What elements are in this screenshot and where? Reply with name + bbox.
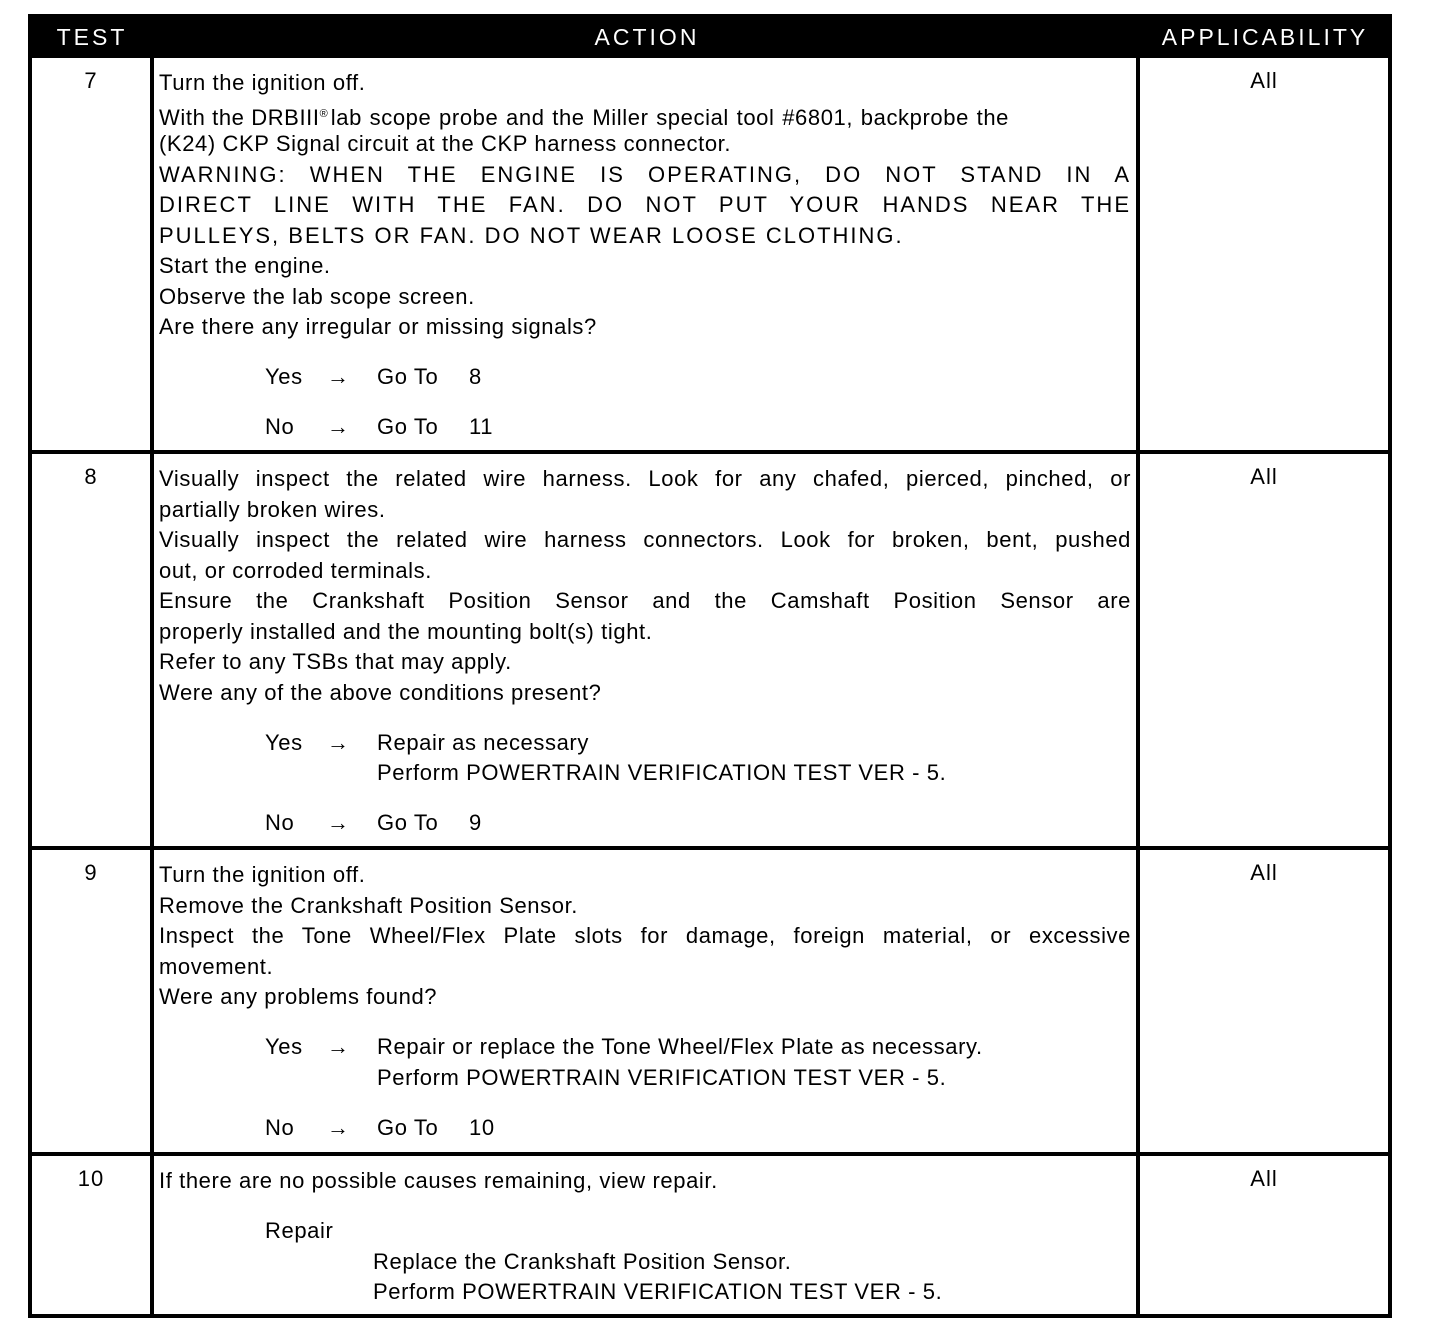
- action-line: Ensure the Crankshaft Position Sensor and the Camshaft Position Sensor are: [159, 588, 1131, 613]
- action-line: Refer to any TSBs that may apply.: [159, 649, 512, 674]
- option-yes: [159, 362, 1131, 393]
- action-line: Visually inspect the related wire harness connectors. Look for broken, bent, pushed: [159, 527, 1131, 552]
- option-result: Go To: [377, 414, 439, 439]
- column-divider: [150, 454, 154, 846]
- option-answer: Yes: [265, 364, 303, 389]
- action-line: properly installed and the mounting bolt(s) tight.: [159, 618, 653, 644]
- header-applicability: APPLICABILITY: [1161, 24, 1369, 50]
- option-no: [159, 412, 1131, 443]
- test-number: 7: [84, 68, 98, 93]
- action-line: Turn the ignition off.: [159, 862, 366, 887]
- test-row-7: [32, 58, 1388, 454]
- arrow-icon: →: [327, 729, 350, 755]
- action-line: partially broken wires.: [159, 496, 386, 522]
- action-line: Were any of the above conditions present?: [159, 679, 602, 705]
- header-action: ACTION: [594, 24, 700, 50]
- goto-target: 11: [469, 414, 494, 439]
- action-line: If there are no possible causes remaining, view repair.: [159, 1168, 718, 1193]
- test-number: 8: [84, 464, 98, 489]
- registered-mark: ®: [319, 107, 331, 120]
- test-number: 10: [77, 1166, 105, 1191]
- table-header: [32, 18, 1388, 58]
- action-line: Start the engine.: [159, 253, 331, 278]
- action-line: Turn the ignition off.: [159, 70, 366, 95]
- test-row-9: [32, 850, 1388, 1156]
- action-line: movement.: [159, 953, 274, 979]
- spacer: [159, 1013, 1131, 1033]
- column-divider: [150, 58, 154, 450]
- column-divider: [1136, 58, 1140, 450]
- goto-target: 9: [469, 810, 482, 835]
- repair-step: Perform POWERTRAIN VERIFICATION TEST VER - 5.: [373, 1279, 943, 1304]
- option-no: [159, 1113, 1131, 1144]
- option-yes-continued: [159, 1063, 1131, 1094]
- option-yes: [159, 1032, 1131, 1063]
- option-no: [159, 808, 1131, 839]
- spacer: [159, 1093, 1131, 1113]
- action-line: Observe the lab scope screen.: [159, 283, 475, 309]
- option-answer: Yes: [265, 729, 303, 755]
- option-result: Go To: [377, 810, 439, 835]
- action-line: Visually inspect the related wire harness. Look for any chafed, pierced, pinched, or: [159, 466, 1131, 491]
- spacer: [159, 343, 1131, 363]
- goto-target: 8: [469, 364, 482, 389]
- action-line: [159, 99, 1131, 130]
- option-yes-continued: [159, 758, 1131, 789]
- arrow-icon: →: [327, 414, 350, 439]
- applicability: All: [1250, 464, 1278, 489]
- warning-line: DIRECT LINE WITH THE FAN. DO NOT PUT YOUR HANDS NEAR THE: [159, 192, 1131, 217]
- test-row-8: [32, 454, 1388, 850]
- warning-line: PULLEYS, BELTS OR FAN. DO NOT WEAR LOOSE CLOTHING.: [159, 222, 904, 248]
- spacer: [159, 708, 1131, 728]
- column-divider: [1136, 454, 1140, 846]
- spacer: [159, 393, 1131, 413]
- action-text: [159, 68, 1131, 443]
- arrow-icon: →: [327, 1034, 350, 1059]
- arrow-icon: →: [327, 1114, 350, 1140]
- action-text: [159, 1166, 1131, 1308]
- spacer: [159, 789, 1131, 809]
- spacer: [159, 1197, 1131, 1217]
- action-line-part: lab scope probe and the Miller special tool #6801, backprobe the: [330, 104, 1010, 130]
- option-answer: No: [265, 810, 295, 835]
- column-divider: [150, 1156, 154, 1314]
- option-result: Perform POWERTRAIN VERIFICATION TEST VER - 5.: [377, 760, 947, 785]
- option-result: Go To: [377, 364, 439, 389]
- warning-line: WARNING: WHEN THE ENGINE IS OPERATING, DO NOT STAND IN A: [159, 161, 1131, 187]
- option-result: Repair or replace the Tone Wheel/Flex Plate as necessary.: [377, 1034, 983, 1059]
- applicability: All: [1250, 68, 1278, 93]
- option-answer: Yes: [265, 1034, 303, 1059]
- option-answer: No: [265, 414, 295, 439]
- arrow-icon: →: [327, 810, 350, 835]
- action-line: Inspect the Tone Wheel/Flex Plate slots for damage, foreign material, or excessive: [159, 923, 1131, 948]
- option-result: Repair as necessary: [377, 729, 589, 755]
- repair-step: Replace the Crankshaft Position Sensor.: [373, 1248, 792, 1274]
- action-line: Remove the Crankshaft Position Sensor.: [159, 892, 579, 918]
- repair-label: Repair: [265, 1218, 334, 1243]
- action-line: out, or corroded terminals.: [159, 557, 432, 583]
- option-result: Perform POWERTRAIN VERIFICATION TEST VER - 5.: [377, 1064, 947, 1090]
- column-divider: [150, 850, 154, 1152]
- action-line: Were any problems found?: [159, 984, 438, 1009]
- action-line: Are there any irregular or missing signals?: [159, 314, 597, 339]
- action-line: (K24) CKP Signal circuit at the CKP harness connector.: [159, 131, 732, 156]
- column-divider: [1136, 850, 1140, 1152]
- applicability: All: [1250, 860, 1278, 885]
- option-yes: [159, 728, 1131, 759]
- header-test: TEST: [56, 24, 128, 50]
- option-result: Go To: [377, 1114, 439, 1140]
- arrow-icon: →: [327, 364, 350, 389]
- goto-target: 10: [469, 1114, 495, 1140]
- option-answer: No: [265, 1114, 295, 1140]
- action-text: [159, 860, 1131, 1143]
- action-line-part: With the DRBIII: [159, 104, 320, 130]
- applicability: All: [1250, 1166, 1278, 1191]
- diagnostic-test-table: [28, 14, 1392, 1318]
- test-row-10: [32, 1156, 1388, 1314]
- action-text: [159, 464, 1131, 839]
- test-number: 9: [84, 860, 98, 885]
